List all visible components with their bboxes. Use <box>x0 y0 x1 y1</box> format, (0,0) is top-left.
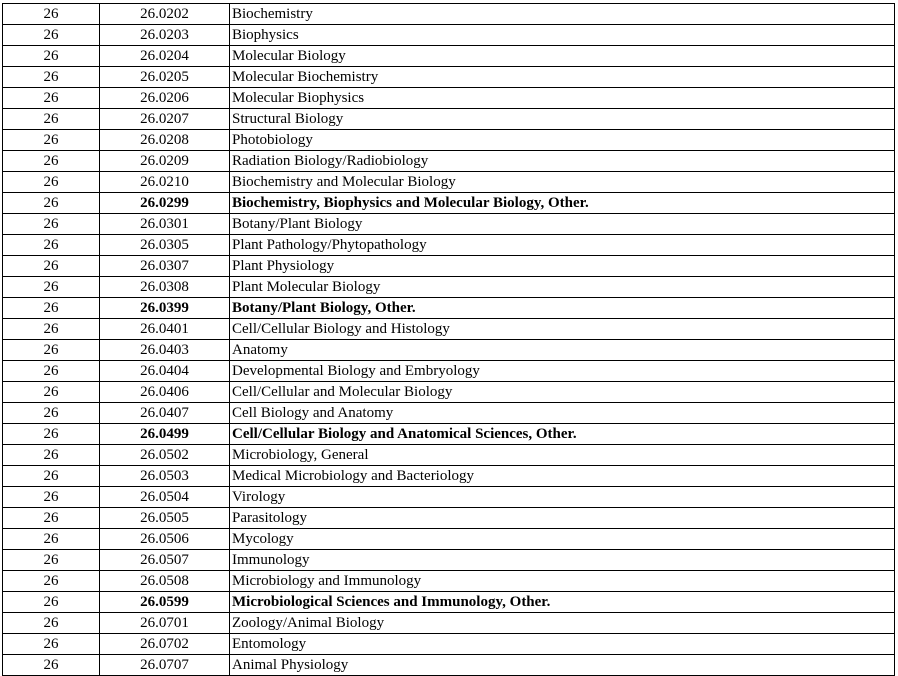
cip-title-cell: Anatomy <box>230 340 895 361</box>
cip-code-cell: 26.0206 <box>100 88 230 109</box>
cip-code-cell: 26.0209 <box>100 151 230 172</box>
table-row <box>3 634 895 655</box>
table-row <box>3 571 895 592</box>
cip-code-cell: 26.0702 <box>100 634 230 655</box>
cip-code-cell: 26.0305 <box>100 235 230 256</box>
table-row <box>3 130 895 151</box>
cip-title-cell: Cell/Cellular Biology and Anatomical Sciences, Other. <box>230 424 895 445</box>
cip-code-cell: 26.0599 <box>100 592 230 613</box>
cip-code-cell: 26.0407 <box>100 403 230 424</box>
cip-title-cell: Entomology <box>230 634 895 655</box>
cip-code-cell: 26.0399 <box>100 298 230 319</box>
cip-code-cell: 26.0307 <box>100 256 230 277</box>
cip-code-cell: 26.0299 <box>100 193 230 214</box>
cip-code-cell: 26.0406 <box>100 382 230 403</box>
table-row <box>3 88 895 109</box>
cip-family-cell: 26 <box>3 382 100 403</box>
table-row <box>3 172 895 193</box>
cip-title-cell: Plant Pathology/Phytopathology <box>230 235 895 256</box>
cip-code-cell: 26.0508 <box>100 571 230 592</box>
cip-family-cell: 26 <box>3 235 100 256</box>
table-row <box>3 193 895 214</box>
cip-title-cell: Cell/Cellular and Molecular Biology <box>230 382 895 403</box>
cip-family-cell: 26 <box>3 340 100 361</box>
cip-code-cell: 26.0210 <box>100 172 230 193</box>
cip-family-cell: 26 <box>3 277 100 298</box>
table-row <box>3 298 895 319</box>
cip-family-cell: 26 <box>3 424 100 445</box>
cip-title-cell: Developmental Biology and Embryology <box>230 361 895 382</box>
cip-family-cell: 26 <box>3 613 100 634</box>
cip-code-cell: 26.0204 <box>100 46 230 67</box>
cip-family-cell: 26 <box>3 109 100 130</box>
cip-family-cell: 26 <box>3 403 100 424</box>
table-row <box>3 655 895 676</box>
cip-code-cell: 26.0207 <box>100 109 230 130</box>
cip-family-cell: 26 <box>3 88 100 109</box>
cip-code-cell: 26.0404 <box>100 361 230 382</box>
cip-title-cell: Virology <box>230 487 895 508</box>
cip-title-cell: Microbiological Sciences and Immunology, Other. <box>230 592 895 613</box>
cip-title-cell: Mycology <box>230 529 895 550</box>
cip-family-cell: 26 <box>3 529 100 550</box>
cip-title-cell: Photobiology <box>230 130 895 151</box>
cip-family-cell: 26 <box>3 571 100 592</box>
cip-family-cell: 26 <box>3 256 100 277</box>
cip-family-cell: 26 <box>3 487 100 508</box>
table-row <box>3 403 895 424</box>
cip-title-cell: Immunology <box>230 550 895 571</box>
cip-title-cell: Plant Physiology <box>230 256 895 277</box>
cip-family-cell: 26 <box>3 67 100 88</box>
table-row <box>3 550 895 571</box>
table-row <box>3 151 895 172</box>
cip-code-cell: 26.0205 <box>100 67 230 88</box>
cip-family-cell: 26 <box>3 214 100 235</box>
table-row <box>3 340 895 361</box>
cip-title-cell: Plant Molecular Biology <box>230 277 895 298</box>
table-row <box>3 592 895 613</box>
cip-title-cell: Biochemistry, Biophysics and Molecular Biology, Other. <box>230 193 895 214</box>
table-row <box>3 46 895 67</box>
cip-family-cell: 26 <box>3 592 100 613</box>
table-row <box>3 382 895 403</box>
cip-family-cell: 26 <box>3 319 100 340</box>
cip-title-cell: Zoology/Animal Biology <box>230 613 895 634</box>
cip-title-cell: Microbiology, General <box>230 445 895 466</box>
cip-code-cell: 26.0301 <box>100 214 230 235</box>
cip-code-table <box>2 3 895 676</box>
cip-family-cell: 26 <box>3 466 100 487</box>
cip-code-cell: 26.0701 <box>100 613 230 634</box>
cip-title-cell: Biochemistry <box>230 4 895 25</box>
cip-code-cell: 26.0707 <box>100 655 230 676</box>
table-row <box>3 235 895 256</box>
cip-family-cell: 26 <box>3 445 100 466</box>
cip-family-cell: 26 <box>3 172 100 193</box>
table-row <box>3 277 895 298</box>
cip-code-cell: 26.0499 <box>100 424 230 445</box>
table-row <box>3 445 895 466</box>
cip-family-cell: 26 <box>3 298 100 319</box>
cip-code-cell: 26.0503 <box>100 466 230 487</box>
cip-code-cell: 26.0203 <box>100 25 230 46</box>
cip-family-cell: 26 <box>3 550 100 571</box>
cip-title-cell: Animal Physiology <box>230 655 895 676</box>
cip-family-cell: 26 <box>3 361 100 382</box>
table-row <box>3 256 895 277</box>
cip-title-cell: Structural Biology <box>230 109 895 130</box>
cip-code-cell: 26.0502 <box>100 445 230 466</box>
cip-code-cell: 26.0505 <box>100 508 230 529</box>
table-row <box>3 487 895 508</box>
cip-title-cell: Botany/Plant Biology <box>230 214 895 235</box>
cip-family-cell: 26 <box>3 634 100 655</box>
cip-family-cell: 26 <box>3 193 100 214</box>
table-row <box>3 508 895 529</box>
table-row <box>3 67 895 88</box>
table-row <box>3 613 895 634</box>
table-row <box>3 319 895 340</box>
cip-code-cell: 26.0401 <box>100 319 230 340</box>
cip-code-cell: 26.0202 <box>100 4 230 25</box>
cip-code-cell: 26.0208 <box>100 130 230 151</box>
cip-family-cell: 26 <box>3 4 100 25</box>
cip-table-body <box>3 4 895 676</box>
cip-code-cell: 26.0506 <box>100 529 230 550</box>
table-row <box>3 361 895 382</box>
table-row <box>3 4 895 25</box>
cip-family-cell: 26 <box>3 130 100 151</box>
cip-code-cell: 26.0308 <box>100 277 230 298</box>
table-row <box>3 424 895 445</box>
cip-family-cell: 26 <box>3 151 100 172</box>
cip-title-cell: Biochemistry and Molecular Biology <box>230 172 895 193</box>
cip-title-cell: Parasitology <box>230 508 895 529</box>
cip-title-cell: Molecular Biophysics <box>230 88 895 109</box>
table-row <box>3 214 895 235</box>
table-row <box>3 25 895 46</box>
cip-code-cell: 26.0507 <box>100 550 230 571</box>
cip-title-cell: Cell/Cellular Biology and Histology <box>230 319 895 340</box>
cip-title-cell: Botany/Plant Biology, Other. <box>230 298 895 319</box>
cip-family-cell: 26 <box>3 25 100 46</box>
cip-code-cell: 26.0403 <box>100 340 230 361</box>
cip-title-cell: Microbiology and Immunology <box>230 571 895 592</box>
cip-family-cell: 26 <box>3 655 100 676</box>
cip-family-cell: 26 <box>3 46 100 67</box>
cip-code-cell: 26.0504 <box>100 487 230 508</box>
table-row <box>3 466 895 487</box>
cip-title-cell: Cell Biology and Anatomy <box>230 403 895 424</box>
cip-title-cell: Biophysics <box>230 25 895 46</box>
cip-title-cell: Medical Microbiology and Bacteriology <box>230 466 895 487</box>
cip-title-cell: Molecular Biology <box>230 46 895 67</box>
cip-title-cell: Radiation Biology/Radiobiology <box>230 151 895 172</box>
table-row <box>3 529 895 550</box>
cip-title-cell: Molecular Biochemistry <box>230 67 895 88</box>
table-row <box>3 109 895 130</box>
cip-family-cell: 26 <box>3 508 100 529</box>
